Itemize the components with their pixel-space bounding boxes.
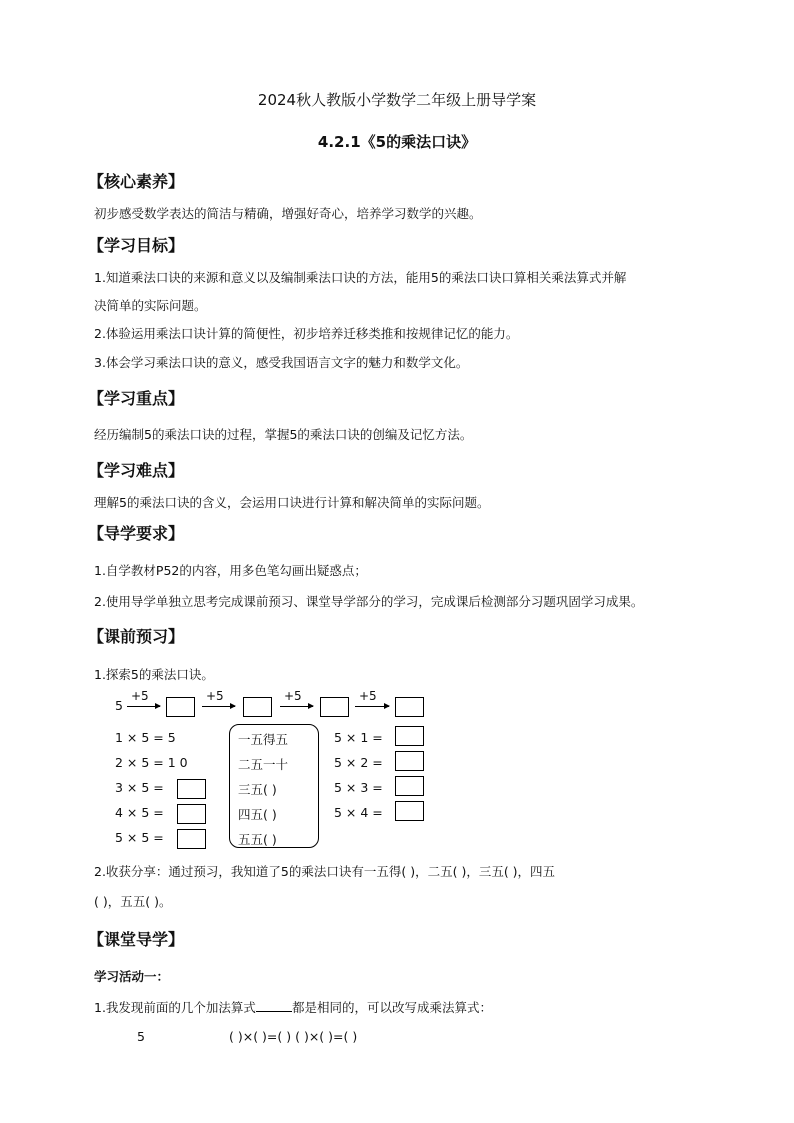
key-text: 经历编制5的乘法口诀的过程，掌握5的乘法口诀的创编及记忆方法。 bbox=[94, 427, 473, 442]
arrow-icon bbox=[280, 706, 313, 707]
left-equation: 2 × 5 = 1 0 bbox=[115, 755, 188, 770]
plus-label: +5 bbox=[206, 689, 224, 703]
right-equation: 5 × 1 = bbox=[334, 730, 383, 745]
answer-box[interactable] bbox=[177, 804, 206, 824]
key-heading: 【学习重点】 bbox=[88, 389, 185, 408]
lesson-title: 4.2.1《5的乘法口诀》 bbox=[317, 133, 477, 151]
chain-start-number: 5 bbox=[115, 698, 123, 713]
multiplication-blanks[interactable]: ( )×( )=( ) ( )×( )=( ) bbox=[229, 1029, 358, 1044]
answer-box[interactable] bbox=[320, 697, 349, 717]
answer-box[interactable] bbox=[395, 697, 424, 717]
goals-heading: 【学习目标】 bbox=[88, 236, 185, 255]
left-equation: 4 × 5 = bbox=[115, 805, 164, 820]
right-equation: 5 × 2 = bbox=[334, 755, 383, 770]
plus-label: +5 bbox=[359, 689, 377, 703]
goal-item: 2.体验运用乘法口诀计算的简便性，初步培养迁移类推和按规律记忆的能力。 bbox=[94, 326, 519, 341]
left-equation: 5 × 5 = bbox=[115, 830, 164, 845]
answer-box[interactable] bbox=[395, 751, 424, 771]
answer-box[interactable] bbox=[177, 829, 206, 849]
requirements-heading: 【导学要求】 bbox=[88, 524, 185, 543]
arrow-icon bbox=[202, 706, 235, 707]
plus-label: +5 bbox=[131, 689, 149, 703]
answer-box[interactable] bbox=[166, 697, 195, 717]
requirement-item: 2.使用导学单独立思考完成课前预习、课堂导学部分的学习，完成课后检测部分习题巩固学习成果。 bbox=[94, 594, 644, 609]
difficulty-text: 理解5的乘法口诀的含义，会运用口诀进行计算和解决简单的实际问题。 bbox=[94, 495, 490, 510]
preview-question-1: 1.探索5的乘法口诀。 bbox=[94, 667, 214, 682]
preview-question-2: 2.收获分享：通过预习，我知道了5的乘法口诀有一五得( )，二五( )，三五( )，四五 bbox=[94, 864, 556, 879]
mnemonic[interactable]: 三五( ) bbox=[238, 782, 277, 797]
requirement-item: 1.自学教材P52的内容，用多色笔勾画出疑惑点； bbox=[94, 563, 367, 578]
answer-box[interactable] bbox=[243, 697, 272, 717]
document-title: 2024秋人教版小学数学二年级上册导学案 bbox=[257, 91, 537, 109]
mnemonic: 二五一十 bbox=[238, 757, 289, 772]
mnemonic[interactable]: 五五( ) bbox=[238, 832, 277, 847]
core-heading: 【核心素养】 bbox=[88, 172, 185, 191]
fill-blank[interactable] bbox=[256, 999, 292, 1012]
question-text: 都是相同的，可以改写成乘法算式： bbox=[291, 1000, 492, 1015]
goal-item: 3.体会学习乘法口诀的意义，感受我国语言文字的魅力和数学文化。 bbox=[94, 355, 469, 370]
answer-box[interactable] bbox=[395, 801, 424, 821]
row-number: 5 bbox=[137, 1029, 145, 1044]
mnemonic[interactable]: 四五( ) bbox=[238, 807, 277, 822]
mnemonic: 一五得五 bbox=[238, 732, 289, 747]
answer-box[interactable] bbox=[395, 726, 424, 746]
answer-box[interactable] bbox=[177, 779, 206, 799]
right-equation: 5 × 4 = bbox=[334, 805, 383, 820]
activity-label: 学习活动一： bbox=[94, 969, 170, 984]
left-equation: 1 × 5 = 5 bbox=[115, 730, 176, 745]
arrow-icon bbox=[127, 706, 160, 707]
difficulty-heading: 【学习难点】 bbox=[88, 461, 185, 480]
question-text: 1.我发现前面的几个加法算式 bbox=[94, 1000, 256, 1015]
preview-heading: 【课前预习】 bbox=[88, 627, 185, 646]
classroom-heading: 【课堂导学】 bbox=[88, 930, 185, 949]
right-equation: 5 × 3 = bbox=[334, 780, 383, 795]
plus-label: +5 bbox=[284, 689, 302, 703]
preview-question-2-cont: ( )，五五( )。 bbox=[94, 894, 172, 909]
classroom-question-1 bbox=[94, 998, 492, 1016]
arrow-icon bbox=[355, 706, 389, 707]
answer-box[interactable] bbox=[395, 776, 424, 796]
core-text: 初步感受数学表达的简洁与精确，增强好奇心，培养学习数学的兴趣。 bbox=[94, 206, 482, 221]
goal-item: 决简单的实际问题。 bbox=[94, 298, 207, 313]
goal-item: 1.知道乘法口诀的来源和意义以及编制乘法口诀的方法，能用5的乘法口诀口算相关乘法算式并解 bbox=[94, 270, 627, 285]
left-equation: 3 × 5 = bbox=[115, 780, 164, 795]
